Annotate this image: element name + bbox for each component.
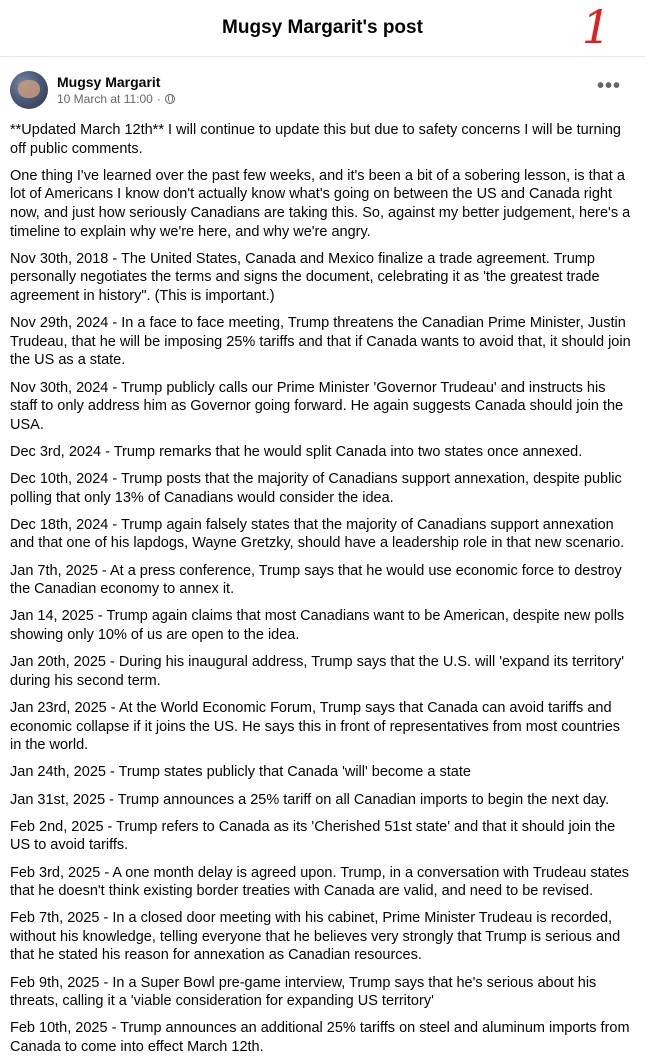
- post-timestamp[interactable]: 10 March at 11:00: [57, 92, 153, 106]
- globe-icon: [165, 94, 175, 104]
- timeline-entry: Nov 30th, 2024 - Trump publicly calls our Prime Minister 'Governor Trudeau' and instructs his staff to only address him as Governor going forward. He again suggests Canada should join the USA.: [10, 379, 624, 433]
- meta-separator: ·: [156, 92, 161, 106]
- timeline-entry: Nov 30th, 2018 - The United States, Canada and Mexico finalize a trade agreement. Trump personally negotiates the terms and signs the document, celebrating it as 'the greatest trade agreement in history". (This is important.): [10, 250, 600, 304]
- timeline-entry: Jan 14, 2025 - Trump again claims that most Canadians want to be American, despite new polls showing only 10% of us are open to the idea.: [10, 608, 625, 643]
- timeline-entry: Dec 10th, 2024 - Trump posts that the majority of Canadians support annexation, despite public polling that only 13% of Canadians would consider the idea.: [10, 471, 622, 506]
- page-title: Mugsy Margarit's post: [222, 17, 423, 38]
- post-author-bar: [0, 57, 645, 113]
- timeline-entry: Feb 3rd, 2025 - A one month delay is agreed upon. Trump, in a conversation with Trudeau states that he doesn't think existing border treaties with Canada are valid, and need to be revised.: [10, 864, 630, 900]
- timeline-entry: Jan 31st, 2025 - Trump announces a 25% tariff on all Canadian imports to begin the next day.: [10, 791, 610, 808]
- timeline-entry: Feb 10th, 2025 - Trump announces an additional 25% tariffs on steel and aluminum imports from Canada to come into effect March 12th.: [10, 1020, 630, 1056]
- timeline-entry: Jan 20th, 2025 - During his inaugural address, Trump says that the U.S. will 'expand its territory' during his second term.: [10, 654, 625, 689]
- timeline-entry: Jan 7th, 2025 - At a press conference, Trump says that he would use economic force to destroy the Canadian economy to annex it.: [10, 562, 622, 598]
- more-options-icon[interactable]: •••: [596, 75, 621, 97]
- timeline-entry: Feb 2nd, 2025 - Trump refers to Canada as its 'Cherished 51st state' and that it should join the US to avoid tariffs.: [10, 818, 616, 854]
- timeline-entry: Feb 7th, 2025 - In a closed door meeting with his cabinet, Prime Minister Trudeau is recorded, without his knowledge, telling everyone that he believes very strongly that Trump is serious and that he stated his reason for annexation as Canadian resources.: [10, 910, 621, 964]
- update-note: **Updated March 12th** I will continue to update this but due to safety concerns I will be turning off public comments.: [10, 122, 621, 157]
- post-meta: [57, 91, 597, 107]
- handwritten-page-number: 1: [581, 0, 611, 54]
- post-header: [0, 0, 645, 57]
- timeline-entry: Dec 18th, 2024 - Trump again falsely states that the majority of Canadians support annexation and that one of his lapdogs, Wayne Gretzky, should have a leadership role in that new scenario.: [10, 516, 625, 552]
- intro-paragraph: One thing I've learned over the past few weeks, and it's been a bit of a sobering lesson, is that a lot of Americans I know don't actually know what's going on between the US and Canada right now, and just how seriously Canadians are taking this. So, against my better judgement, here's a timeline to explain why we're here, and why we're angry.: [10, 167, 631, 240]
- timeline-entry: Dec 3rd, 2024 - Trump remarks that he would split Canada into two states once annexed.: [10, 443, 583, 460]
- timeline-entry: Jan 23rd, 2025 - At the World Economic Forum, Trump says that Canada can avoid tariffs and economic collapse if it joins the US. He says this in front of representatives from most countries in the world.: [10, 699, 621, 754]
- author-block: [57, 73, 597, 107]
- post-body: [0, 113, 645, 1057]
- timeline-entry: Feb 9th, 2025 - In a Super Bowl pre-game interview, Trump says that he's serious about his threats, calling it a 'viable consideration for expanding US territory': [10, 974, 597, 1010]
- timeline-entry: Jan 24th, 2025 - Trump states publicly that Canada 'will' become a state: [10, 764, 471, 781]
- author-name[interactable]: Mugsy Margarit: [57, 74, 161, 90]
- avatar[interactable]: [10, 71, 48, 109]
- timeline-entry: Nov 29th, 2024 - In a face to face meeting, Trump threatens the Canadian Prime Minister, Justin Trudeau, that he will be imposing 25% tariffs and that if Canada wants to avoid that, it should join the US as a state.: [10, 315, 631, 369]
